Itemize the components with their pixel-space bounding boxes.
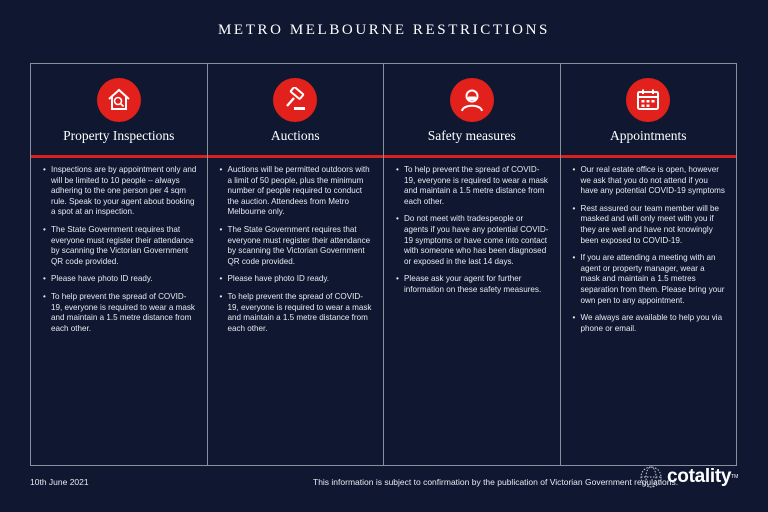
list-item: • Inspections are by appointment only and will be limited to 10 people – always adhering to the one person per 4 sqm rule. Speak to your agent about booking a spot at an inspection. [43, 165, 197, 218]
bullet-list [384, 165, 560, 303]
restrictions-grid [30, 63, 737, 466]
divider [561, 155, 737, 158]
bullet-list [208, 165, 384, 341]
calendar-icon [626, 78, 670, 122]
bullet-list [31, 165, 207, 341]
list-item: • Please have photo ID ready. [43, 274, 197, 285]
column-auctions [208, 64, 385, 465]
list-item: • To help prevent the spread of COVID-19, everyone is required to wear a mask and maintain a 1.5 metre distance from each other. [220, 292, 374, 334]
house-search-icon [97, 78, 141, 122]
logo-text: cotality [667, 466, 732, 487]
list-item: • Do not meet with tradespeople or agents if you have any potential COVID-19 symptoms or have come into contact with someone who has been diagnosed or exposed in the last 14 days. [396, 214, 550, 267]
list-item: • To help prevent the spread of COVID-19, everyone is required to wear a mask and maintain a 1.5 metre distance from each other. [396, 165, 550, 207]
footer-date: 10th June 2021 [30, 477, 89, 487]
list-item: • Rest assured our team member will be masked and will only meet with you if they are well and have not knowingly been exposed to COVID-19. [573, 204, 727, 246]
column-safety-measures [384, 64, 561, 465]
list-item: • Please have photo ID ready. [220, 274, 374, 285]
bullet-list [561, 165, 737, 341]
gavel-icon [273, 78, 317, 122]
list-item: • Auctions will be permitted outdoors with a limit of 50 people, plus the minimum number of people required to conduct the auction. Attendees from Metro Melbourne only. [220, 165, 374, 218]
column-heading: Auctions [270, 128, 320, 143]
list-item: • If you are attending a meeting with an agent or property manager, wear a mask and maintain a 1.5 metres separation from them. Please bring your own pen to any appointment. [573, 253, 727, 306]
divider [31, 155, 207, 158]
column-heading: Property Inspections [63, 128, 175, 143]
column-heading: Safety measures [427, 128, 516, 143]
page-title: METRO MELBOURNE RESTRICTIONS [218, 22, 550, 38]
logo-trademark: TM [731, 474, 739, 480]
column-heading: Appointments [610, 128, 687, 143]
person-mask-icon [450, 78, 494, 122]
list-item: • To help prevent the spread of COVID-19, everyone is required to wear a mask and maintain a 1.5 metre distance from each other. [43, 292, 197, 334]
list-item: • We always are available to help you via phone or email. [573, 313, 727, 334]
globe-icon [638, 464, 664, 490]
list-item: • The State Government requires that everyone must register their attendance by scanning the Victorian Government QR code provided. [43, 225, 197, 267]
column-property-inspections [31, 64, 208, 465]
divider [208, 155, 384, 158]
list-item: • The State Government requires that everyone must register their attendance by scanning the Victorian Government QR code provided. [220, 225, 374, 267]
footer-disclaimer: This information is subject to confirmation by the publication of Victorian Government regulations. [313, 477, 679, 487]
list-item: • Please ask your agent for further information on these safety measures. [396, 274, 550, 295]
list-item: • Our real estate office is open, however we ask that you do not attend if you have any potential COVID-19 symptoms [573, 165, 727, 197]
cotality-logo [638, 462, 748, 492]
divider [384, 155, 560, 158]
column-appointments [561, 64, 737, 465]
